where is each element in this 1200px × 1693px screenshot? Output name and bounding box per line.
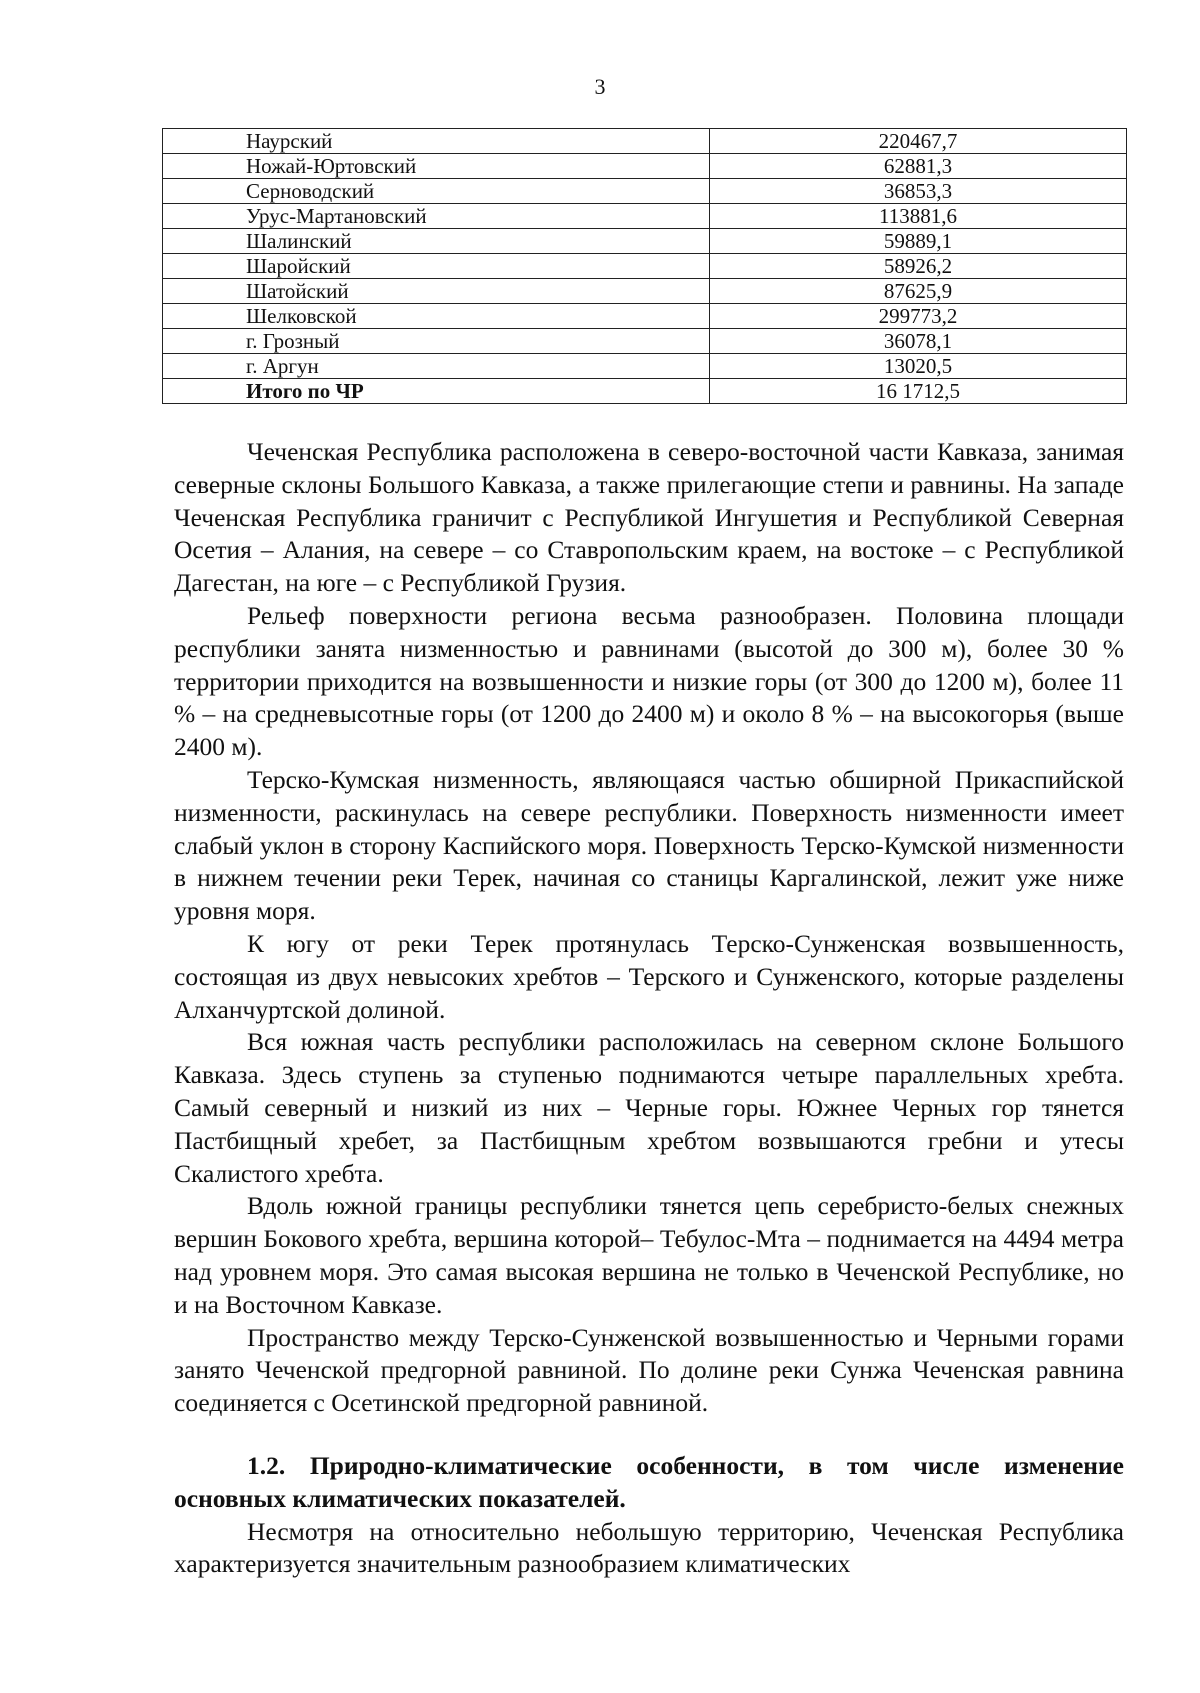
table-row: [163, 304, 1127, 329]
district-name-cell: г. Грозный: [163, 329, 710, 354]
district-name-cell: Шатойский: [163, 279, 710, 304]
table-row: [163, 229, 1127, 254]
district-value-cell: 299773,2: [710, 304, 1127, 329]
page-number: 3: [594, 74, 606, 99]
table-row: [163, 329, 1127, 354]
paragraph-climate: Несмотря на относительно небольшую территорию, Чеченская Республика характеризуется значительным разнообразием климатических: [174, 1516, 1124, 1579]
paragraph-side-ridge: Вдоль южной границы республики тянется цепь серебристо-белых снежных вершин Бокового хребта, вершина которой– Тебулос-Мта – поднимается на 4494 метра над уровнем моря. Это самая высокая вершина не только в Чеченской Республике, но и на Восточном Кавказе.: [174, 1191, 1124, 1319]
total-label-cell: Итого по ЧР: [163, 379, 710, 404]
district-area-table: [162, 128, 1127, 404]
table-row: [163, 254, 1127, 279]
paragraph-lowland: Терско-Кумская низменность, являющаяся частью обширной Прикаспийской низменности, раскинулась на севере республики. Поверхность низменности имеет слабый уклон в сторону Каспийского моря. Поверхность Терско-Кумской низменности в нижнем течении реки Терек, начиная со станицы Каргалинской, лежит уже ниже уровня моря.: [174, 764, 1124, 926]
district-name-cell: Шаройский: [163, 254, 710, 279]
district-value-cell: 13020,5: [710, 354, 1127, 379]
table-row: [163, 204, 1127, 229]
district-value-cell: 113881,6: [710, 204, 1127, 229]
district-value-cell: 220467,7: [710, 129, 1127, 154]
district-name-cell: Шелковской: [163, 304, 710, 329]
total-value-cell: 16 1712,5: [710, 379, 1127, 404]
table-row: [163, 179, 1127, 204]
table-total-row: [163, 379, 1127, 404]
table-row: [163, 354, 1127, 379]
district-name-cell: г. Аргун: [163, 354, 710, 379]
paragraph-location: Чеченская Республика расположена в северо-восточной части Кавказа, занимая северные склоны Большого Кавказа, а также прилегающие степи и равнины. На западе Чеченская Республика граничит с Республикой Ингушетия и Республикой Северная Осетия – Алания, на севере – со Ставропольским краем, на востоке – с Республикой Дагестан, на юге – с Республикой Грузия.: [174, 437, 1124, 598]
table-row: [163, 129, 1127, 154]
district-value-cell: 87625,9: [710, 279, 1127, 304]
paragraph-plain: Пространство между Терско-Сунженской возвышенностью и Черными горами занято Чеченской предгорной равниной. По долине реки Сунжа Чеченская равнина соединяется с Осетинской предгорной равниной.: [174, 1322, 1124, 1418]
district-value-cell: 36853,3: [710, 179, 1127, 204]
paragraph-upland: К югу от реки Терек протянулась Терско-Сунженская возвышенность, состоящая из двух невысоких хребтов – Терского и Сунженского, которые разделены Алханчуртской долиной.: [174, 928, 1124, 1024]
district-name-cell: Шалинский: [163, 229, 710, 254]
district-value-cell: 36078,1: [710, 329, 1127, 354]
district-name-cell: Наурский: [163, 129, 710, 154]
paragraph-mountains: Вся южная часть республики расположилась на северном склоне Большого Кавказа. Здесь ступень за ступенью поднимаются четыре параллельных хребта. Самый северный и низкий из них – Черные горы. Южнее Черных гор тянется Пастбищный хребет, за Пастбищным хребтом возвышаются гребни и утесы Скалистого хребта.: [174, 1027, 1124, 1188]
body-text: [174, 436, 1124, 1581]
district-value-cell: 58926,2: [710, 254, 1127, 279]
paragraph-relief: Рельеф поверхности региона весьма разнообразен. Половина площади республики занята низменностью и равнинами (высотой до 300 м), более 30 % территории приходится на возвышенности и низкие горы (от 300 до 1200 м), более 11 % – на средневысотные горы (от 1200 до 2400 м) и около 8 % – на высокогорья (выше 2400 м).: [174, 600, 1124, 762]
table-row: [163, 279, 1127, 304]
district-name-cell: Урус-Мартановский: [163, 204, 710, 229]
district-name-cell: Серноводский: [163, 179, 710, 204]
district-name-cell: Ножай-Юртовский: [163, 154, 710, 179]
district-value-cell: 59889,1: [710, 229, 1127, 254]
district-value-cell: 62881,3: [710, 154, 1127, 179]
table-row: [163, 154, 1127, 179]
section-heading: 1.2. Природно-климатические особенности, в том числе изменение основных климатических показателей.: [174, 1450, 1124, 1513]
